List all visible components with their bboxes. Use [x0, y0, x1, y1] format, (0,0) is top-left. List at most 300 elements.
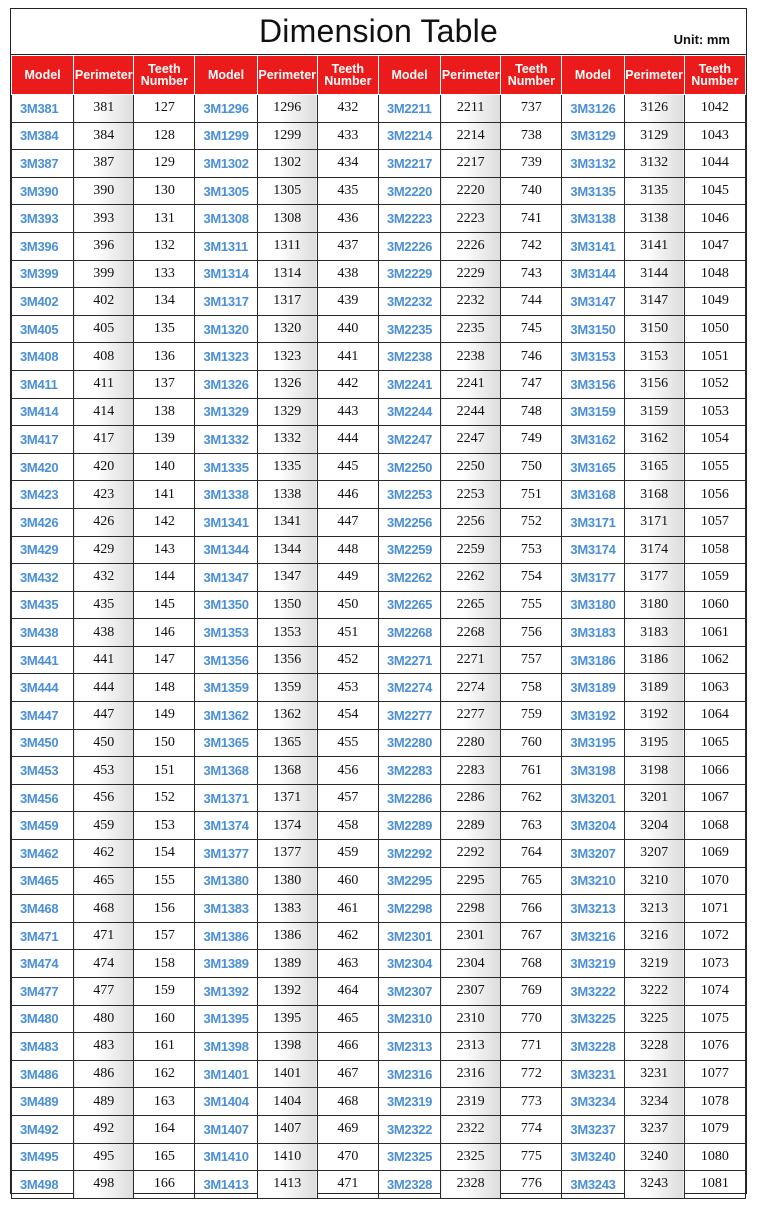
model-cell: 3M1383: [195, 895, 257, 923]
perimeter-cell: 2259: [441, 536, 501, 564]
perimeter-cell: 1413: [257, 1171, 317, 1199]
teeth-number-cell: 434: [317, 150, 378, 178]
teeth-number-cell: 750: [501, 453, 562, 481]
model-cell: 3M3138: [562, 205, 624, 233]
teeth-number-cell: 129: [134, 150, 195, 178]
perimeter-cell: 3228: [624, 1033, 684, 1061]
teeth-number-cell: 767: [501, 922, 562, 950]
perimeter-cell: 3198: [624, 757, 684, 785]
model-cell: 3M1359: [195, 674, 257, 702]
table-row: [12, 1115, 746, 1143]
model-cell: 3M3225: [562, 1005, 624, 1033]
teeth-number-cell: 445: [317, 453, 378, 481]
perimeter-cell: 3201: [624, 784, 684, 812]
teeth-number-cell: 153: [134, 812, 195, 840]
model-cell: 3M384: [12, 122, 74, 150]
perimeter-cell: 1398: [257, 1033, 317, 1061]
teeth-number-cell: 435: [317, 177, 378, 205]
perimeter-cell: 2256: [441, 508, 501, 536]
model-cell: 3M393: [12, 205, 74, 233]
teeth-number-cell: 140: [134, 453, 195, 481]
teeth-number-cell: 1060: [684, 591, 745, 619]
model-cell: 3M417: [12, 426, 74, 454]
model-cell: 3M399: [12, 260, 74, 288]
perimeter-cell: 1323: [257, 343, 317, 371]
model-cell: 3M3201: [562, 784, 624, 812]
model-cell: 3M381: [12, 95, 74, 123]
dimension-table: [11, 55, 746, 1199]
table-header-row: [12, 56, 746, 95]
perimeter-cell: 405: [74, 315, 134, 343]
model-cell: 3M2265: [378, 591, 440, 619]
perimeter-cell: 408: [74, 343, 134, 371]
perimeter-cell: 462: [74, 840, 134, 868]
table-row: [12, 564, 746, 592]
teeth-number-cell: 760: [501, 729, 562, 757]
teeth-number-cell: 468: [317, 1088, 378, 1116]
model-cell: 3M2301: [378, 922, 440, 950]
teeth-number-cell: 1054: [684, 426, 745, 454]
perimeter-cell: 450: [74, 729, 134, 757]
perimeter-cell: 2265: [441, 591, 501, 619]
model-cell: 3M1317: [195, 288, 257, 316]
perimeter-cell: 2325: [441, 1143, 501, 1171]
teeth-number-cell: 432: [317, 95, 378, 123]
perimeter-cell: 2232: [441, 288, 501, 316]
perimeter-cell: 1314: [257, 260, 317, 288]
teeth-number-cell: 775: [501, 1143, 562, 1171]
perimeter-cell: 2220: [441, 177, 501, 205]
teeth-number-cell: 1051: [684, 343, 745, 371]
teeth-number-cell: 465: [317, 1005, 378, 1033]
model-cell: 3M402: [12, 288, 74, 316]
perimeter-cell: 438: [74, 619, 134, 647]
perimeter-cell: 480: [74, 1005, 134, 1033]
table-row: [12, 315, 746, 343]
model-cell: 3M3177: [562, 564, 624, 592]
model-cell: 3M456: [12, 784, 74, 812]
perimeter-cell: 3219: [624, 950, 684, 978]
model-cell: 3M438: [12, 619, 74, 647]
perimeter-cell: 2271: [441, 646, 501, 674]
model-cell: 3M2259: [378, 536, 440, 564]
model-cell: 3M1329: [195, 398, 257, 426]
model-cell: 3M3219: [562, 950, 624, 978]
teeth-number-cell: 1072: [684, 922, 745, 950]
perimeter-cell: 2211: [441, 95, 501, 123]
perimeter-cell: 381: [74, 95, 134, 123]
teeth-number-cell: 774: [501, 1115, 562, 1143]
perimeter-cell: 3210: [624, 867, 684, 895]
model-cell: 3M429: [12, 536, 74, 564]
teeth-number-cell: 452: [317, 646, 378, 674]
model-cell: 3M3192: [562, 702, 624, 730]
perimeter-cell: 2262: [441, 564, 501, 592]
model-cell: 3M1335: [195, 453, 257, 481]
teeth-number-cell: 1068: [684, 812, 745, 840]
perimeter-cell: 3153: [624, 343, 684, 371]
perimeter-cell: 399: [74, 260, 134, 288]
model-cell: 3M3222: [562, 978, 624, 1006]
teeth-number-cell: 157: [134, 922, 195, 950]
model-cell: 3M1392: [195, 978, 257, 1006]
model-cell: 3M3228: [562, 1033, 624, 1061]
teeth-number-cell: 146: [134, 619, 195, 647]
model-cell: 3M2244: [378, 398, 440, 426]
teeth-number-cell: 166: [134, 1171, 195, 1199]
title-bar: [11, 9, 746, 55]
teeth-number-cell: 768: [501, 950, 562, 978]
teeth-number-cell: 765: [501, 867, 562, 895]
teeth-number-cell: 467: [317, 1060, 378, 1088]
perimeter-cell: 489: [74, 1088, 134, 1116]
teeth-number-cell: 1070: [684, 867, 745, 895]
model-cell: 3M1371: [195, 784, 257, 812]
perimeter-cell: 417: [74, 426, 134, 454]
model-cell: 3M423: [12, 481, 74, 509]
teeth-number-cell: 1055: [684, 453, 745, 481]
teeth-number-cell: 141: [134, 481, 195, 509]
model-cell: 3M477: [12, 978, 74, 1006]
teeth-number-cell: 776: [501, 1171, 562, 1199]
teeth-number-cell: 447: [317, 508, 378, 536]
model-cell: 3M3216: [562, 922, 624, 950]
model-cell: 3M2223: [378, 205, 440, 233]
perimeter-cell: 1353: [257, 619, 317, 647]
perimeter-cell: 1296: [257, 95, 317, 123]
teeth-number-cell: 1062: [684, 646, 745, 674]
perimeter-cell: 3207: [624, 840, 684, 868]
teeth-number-cell: 462: [317, 922, 378, 950]
model-cell: 3M1407: [195, 1115, 257, 1143]
teeth-number-cell: 1046: [684, 205, 745, 233]
perimeter-cell: 3222: [624, 978, 684, 1006]
perimeter-cell: 429: [74, 536, 134, 564]
teeth-number-cell: 154: [134, 840, 195, 868]
model-cell: 3M462: [12, 840, 74, 868]
perimeter-cell: 1362: [257, 702, 317, 730]
perimeter-cell: 1371: [257, 784, 317, 812]
teeth-number-cell: 433: [317, 122, 378, 150]
perimeter-cell: 2301: [441, 922, 501, 950]
model-cell: 3M2241: [378, 370, 440, 398]
teeth-number-cell: 751: [501, 481, 562, 509]
teeth-number-cell: 152: [134, 784, 195, 812]
model-cell: 3M3207: [562, 840, 624, 868]
table-row: [12, 729, 746, 757]
teeth-number-cell: 461: [317, 895, 378, 923]
teeth-number-cell: 1073: [684, 950, 745, 978]
table-row: [12, 922, 746, 950]
table-row: [12, 702, 746, 730]
model-cell: 3M2319: [378, 1088, 440, 1116]
model-cell: 3M3159: [562, 398, 624, 426]
perimeter-cell: 453: [74, 757, 134, 785]
model-cell: 3M483: [12, 1033, 74, 1061]
model-cell: 3M3174: [562, 536, 624, 564]
teeth-number-cell: 1059: [684, 564, 745, 592]
teeth-number-cell: 1044: [684, 150, 745, 178]
teeth-number-cell: 147: [134, 646, 195, 674]
model-cell: 3M2328: [378, 1171, 440, 1199]
model-cell: 3M411: [12, 370, 74, 398]
model-cell: 3M414: [12, 398, 74, 426]
column-header: Teeth Number: [684, 56, 745, 95]
table-row: [12, 205, 746, 233]
teeth-number-cell: 1066: [684, 757, 745, 785]
model-cell: 3M486: [12, 1060, 74, 1088]
perimeter-cell: 402: [74, 288, 134, 316]
perimeter-cell: 2295: [441, 867, 501, 895]
perimeter-cell: 3189: [624, 674, 684, 702]
teeth-number-cell: 753: [501, 536, 562, 564]
table-row: [12, 453, 746, 481]
perimeter-cell: 435: [74, 591, 134, 619]
table-row: [12, 1033, 746, 1061]
teeth-number-cell: 755: [501, 591, 562, 619]
perimeter-cell: 1395: [257, 1005, 317, 1033]
teeth-number-cell: 137: [134, 370, 195, 398]
perimeter-cell: 3231: [624, 1060, 684, 1088]
perimeter-cell: 2322: [441, 1115, 501, 1143]
perimeter-cell: 2214: [441, 122, 501, 150]
perimeter-cell: 2229: [441, 260, 501, 288]
model-cell: 3M3135: [562, 177, 624, 205]
teeth-number-cell: 458: [317, 812, 378, 840]
teeth-number-cell: 1079: [684, 1115, 745, 1143]
model-cell: 3M3243: [562, 1171, 624, 1199]
perimeter-cell: 432: [74, 564, 134, 592]
perimeter-cell: 2307: [441, 978, 501, 1006]
perimeter-cell: 3147: [624, 288, 684, 316]
table-row: [12, 426, 746, 454]
teeth-number-cell: 454: [317, 702, 378, 730]
perimeter-cell: 396: [74, 232, 134, 260]
perimeter-cell: 2289: [441, 812, 501, 840]
teeth-number-cell: 142: [134, 508, 195, 536]
teeth-number-cell: 459: [317, 840, 378, 868]
perimeter-cell: 3141: [624, 232, 684, 260]
model-cell: 3M2286: [378, 784, 440, 812]
perimeter-cell: 3165: [624, 453, 684, 481]
perimeter-cell: 3186: [624, 646, 684, 674]
teeth-number-cell: 127: [134, 95, 195, 123]
teeth-number-cell: 747: [501, 370, 562, 398]
perimeter-cell: 2277: [441, 702, 501, 730]
teeth-number-cell: 749: [501, 426, 562, 454]
model-cell: 3M495: [12, 1143, 74, 1171]
teeth-number-cell: 469: [317, 1115, 378, 1143]
model-cell: 3M1368: [195, 757, 257, 785]
perimeter-cell: 465: [74, 867, 134, 895]
perimeter-cell: 492: [74, 1115, 134, 1143]
perimeter-cell: 411: [74, 370, 134, 398]
teeth-number-cell: 471: [317, 1171, 378, 1199]
teeth-number-cell: 754: [501, 564, 562, 592]
teeth-number-cell: 156: [134, 895, 195, 923]
teeth-number-cell: 135: [134, 315, 195, 343]
teeth-number-cell: 757: [501, 646, 562, 674]
perimeter-cell: 423: [74, 481, 134, 509]
model-cell: 3M3231: [562, 1060, 624, 1088]
perimeter-cell: 3162: [624, 426, 684, 454]
perimeter-cell: 3225: [624, 1005, 684, 1033]
teeth-number-cell: 144: [134, 564, 195, 592]
model-cell: 3M3162: [562, 426, 624, 454]
teeth-number-cell: 143: [134, 536, 195, 564]
table-row: [12, 867, 746, 895]
model-cell: 3M1389: [195, 950, 257, 978]
model-cell: 3M480: [12, 1005, 74, 1033]
teeth-number-cell: 758: [501, 674, 562, 702]
teeth-number-cell: 164: [134, 1115, 195, 1143]
teeth-number-cell: 448: [317, 536, 378, 564]
table-row: [12, 619, 746, 647]
model-cell: 3M2325: [378, 1143, 440, 1171]
perimeter-cell: 2247: [441, 426, 501, 454]
model-cell: 3M2235: [378, 315, 440, 343]
model-cell: 3M3141: [562, 232, 624, 260]
model-cell: 3M2247: [378, 426, 440, 454]
teeth-number-cell: 741: [501, 205, 562, 233]
perimeter-cell: 3243: [624, 1171, 684, 1199]
perimeter-cell: 2328: [441, 1171, 501, 1199]
model-cell: 3M3210: [562, 867, 624, 895]
teeth-number-cell: 1067: [684, 784, 745, 812]
teeth-number-cell: 158: [134, 950, 195, 978]
model-cell: 3M3156: [562, 370, 624, 398]
teeth-number-cell: 464: [317, 978, 378, 1006]
perimeter-cell: 2253: [441, 481, 501, 509]
perimeter-cell: 1389: [257, 950, 317, 978]
model-cell: 3M1362: [195, 702, 257, 730]
teeth-number-cell: 1057: [684, 508, 745, 536]
model-cell: 3M1323: [195, 343, 257, 371]
teeth-number-cell: 159: [134, 978, 195, 1006]
perimeter-cell: 477: [74, 978, 134, 1006]
perimeter-cell: 2250: [441, 453, 501, 481]
teeth-number-cell: 470: [317, 1143, 378, 1171]
perimeter-cell: 3237: [624, 1115, 684, 1143]
teeth-number-cell: 460: [317, 867, 378, 895]
teeth-number-cell: 453: [317, 674, 378, 702]
teeth-number-cell: 1063: [684, 674, 745, 702]
perimeter-cell: 1341: [257, 508, 317, 536]
teeth-number-cell: 1076: [684, 1033, 745, 1061]
model-cell: 3M1320: [195, 315, 257, 343]
model-cell: 3M2211: [378, 95, 440, 123]
model-cell: 3M2256: [378, 508, 440, 536]
teeth-number-cell: 770: [501, 1005, 562, 1033]
perimeter-cell: 1407: [257, 1115, 317, 1143]
model-cell: 3M2295: [378, 867, 440, 895]
teeth-number-cell: 463: [317, 950, 378, 978]
perimeter-cell: 444: [74, 674, 134, 702]
table-body: [12, 95, 746, 1199]
table-row: [12, 288, 746, 316]
perimeter-cell: 2268: [441, 619, 501, 647]
model-cell: 3M1326: [195, 370, 257, 398]
model-cell: 3M1302: [195, 150, 257, 178]
table-row: [12, 370, 746, 398]
teeth-number-cell: 165: [134, 1143, 195, 1171]
model-cell: 3M2307: [378, 978, 440, 1006]
teeth-number-cell: 444: [317, 426, 378, 454]
perimeter-cell: 2274: [441, 674, 501, 702]
model-cell: 3M2250: [378, 453, 440, 481]
perimeter-cell: 3195: [624, 729, 684, 757]
teeth-number-cell: 746: [501, 343, 562, 371]
teeth-number-cell: 1058: [684, 536, 745, 564]
model-cell: 3M1404: [195, 1088, 257, 1116]
perimeter-cell: 3126: [624, 95, 684, 123]
perimeter-cell: 3240: [624, 1143, 684, 1171]
teeth-number-cell: 769: [501, 978, 562, 1006]
perimeter-cell: 1338: [257, 481, 317, 509]
teeth-number-cell: 149: [134, 702, 195, 730]
perimeter-cell: 3144: [624, 260, 684, 288]
teeth-number-cell: 742: [501, 232, 562, 260]
model-cell: 3M1341: [195, 508, 257, 536]
perimeter-cell: 426: [74, 508, 134, 536]
model-cell: 3M2313: [378, 1033, 440, 1061]
perimeter-cell: 3135: [624, 177, 684, 205]
table-row: [12, 674, 746, 702]
perimeter-cell: 3150: [624, 315, 684, 343]
perimeter-cell: 1404: [257, 1088, 317, 1116]
teeth-number-cell: 136: [134, 343, 195, 371]
perimeter-cell: 2226: [441, 232, 501, 260]
model-cell: 3M2298: [378, 895, 440, 923]
perimeter-cell: 3204: [624, 812, 684, 840]
model-cell: 3M3237: [562, 1115, 624, 1143]
table-row: [12, 591, 746, 619]
teeth-number-cell: 128: [134, 122, 195, 150]
model-cell: 3M2280: [378, 729, 440, 757]
teeth-number-cell: 744: [501, 288, 562, 316]
perimeter-cell: 3138: [624, 205, 684, 233]
perimeter-cell: 3216: [624, 922, 684, 950]
teeth-number-cell: 1075: [684, 1005, 745, 1033]
model-cell: 3M2232: [378, 288, 440, 316]
column-header: Model: [12, 56, 74, 95]
teeth-number-cell: 466: [317, 1033, 378, 1061]
teeth-number-cell: 451: [317, 619, 378, 647]
teeth-number-cell: 161: [134, 1033, 195, 1061]
perimeter-cell: 3156: [624, 370, 684, 398]
teeth-number-cell: 1077: [684, 1060, 745, 1088]
model-cell: 3M3147: [562, 288, 624, 316]
model-cell: 3M3189: [562, 674, 624, 702]
model-cell: 3M489: [12, 1088, 74, 1116]
perimeter-cell: 1302: [257, 150, 317, 178]
teeth-number-cell: 139: [134, 426, 195, 454]
teeth-number-cell: 163: [134, 1088, 195, 1116]
perimeter-cell: 2283: [441, 757, 501, 785]
table-row: [12, 1088, 746, 1116]
perimeter-cell: 3180: [624, 591, 684, 619]
perimeter-cell: 1317: [257, 288, 317, 316]
teeth-number-cell: 1081: [684, 1171, 745, 1199]
model-cell: 3M441: [12, 646, 74, 674]
table-row: [12, 840, 746, 868]
unit-label: Unit: mm: [673, 32, 730, 47]
teeth-number-cell: 772: [501, 1060, 562, 1088]
model-cell: 3M1410: [195, 1143, 257, 1171]
model-cell: 3M1296: [195, 95, 257, 123]
teeth-number-cell: 740: [501, 177, 562, 205]
teeth-number-cell: 133: [134, 260, 195, 288]
